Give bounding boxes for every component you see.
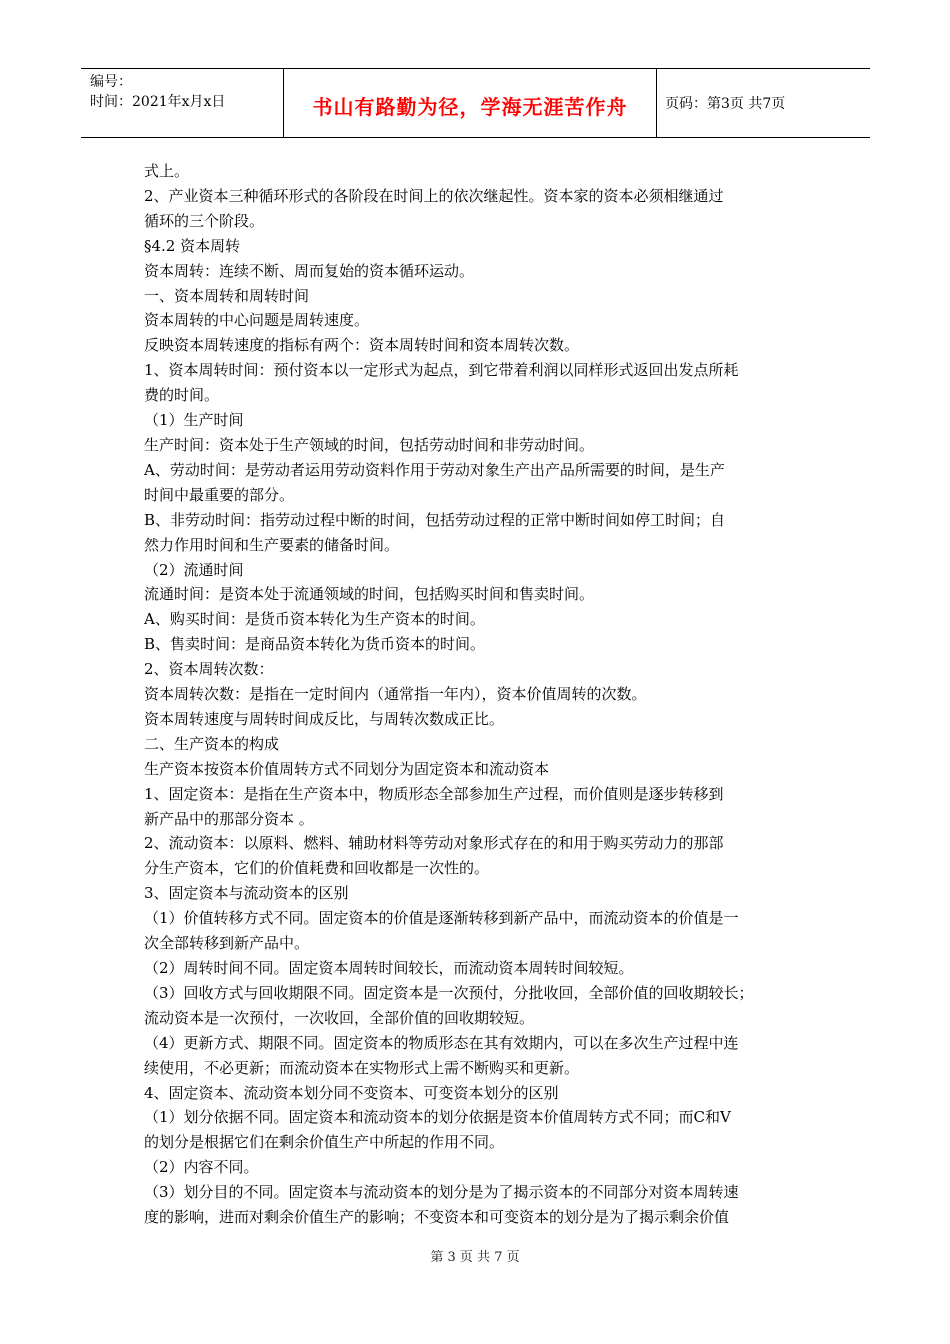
body-line: 式上。: [144, 162, 190, 180]
body-line: 反映资本周转速度的指标有两个：资本周转时间和资本周转次数。: [144, 336, 580, 355]
body-line: 循环的三个阶段。: [144, 211, 265, 230]
body-line: 2、资本周转次数：: [144, 660, 274, 679]
body-line: 资本周转速度与周转时间成反比，与周转次数成正比。: [144, 709, 505, 728]
body-line: 资本周转：连续不断、周而复始的资本循环运动。: [144, 261, 475, 280]
time-label: 时间：2021年x月x日: [90, 94, 226, 110]
body-line: 费的时间。: [144, 386, 220, 405]
body-line: A、购买时间：是货币资本转化为生产资本的时间。: [144, 610, 485, 629]
body-line: 的划分是根据它们在剩余价值生产中所起的作用不同。: [144, 1133, 505, 1152]
body-line: （2）流通时间: [144, 560, 244, 579]
body-line: §4.2 资本周转: [144, 236, 241, 255]
number-label: 编号：: [90, 74, 132, 90]
page-number-label: 页码：第3页 共7页: [665, 96, 786, 112]
body-line: 然力作用时间和生产要素的储备时间。: [144, 535, 400, 554]
body-line: 流动资本是一次预付，一次收回，全部价值的回收期较短。: [144, 1008, 535, 1027]
body-line: 时间中最重要的部分。: [144, 485, 295, 504]
body-line: 一、资本周转和周转时间: [144, 286, 310, 305]
body-line: 二、生产资本的构成: [144, 734, 280, 753]
body-line: （4）更新方式、期限不同。固定资本的物质形态在其有效期内，可以在多次生产过程中连: [144, 1033, 739, 1052]
body-line: 资本周转次数：是指在一定时间内（通常指一年内），资本价值周转的次数。: [144, 685, 647, 704]
body-line: 次全部转移到新产品中。: [144, 934, 310, 953]
body-line: 2、流动资本：以原料、燃料、辅助材料等劳动对象形式存在的和用于购买劳动力的那部: [144, 834, 724, 853]
body-line: 1、资本周转时间：预付资本以一定形式为起点，到它带着利润以同样形式返回出发点所耗: [144, 361, 739, 380]
body-line: 度的影响，进而对剩余价值生产的影响；不变资本和可变资本的划分是为了揭示剩余价值: [144, 1208, 730, 1227]
body-line: 生产时间：资本处于生产领域的时间，包括劳动时间和非劳动时间。: [144, 435, 595, 454]
body-line: （1）价值转移方式不同。固定资本的价值是逐渐转移到新产品中，而流动资本的价值是一: [144, 909, 739, 928]
body-line: 4、固定资本、流动资本划分同不变资本、可变资本划分的区别: [144, 1083, 559, 1102]
body-line: B、非劳动时间：指劳动过程中断的时间，包括劳动过程的正常中断时间如停工时间；自: [144, 510, 726, 529]
body-line: 流通时间：是资本处于流通领域的时间，包括购买时间和售卖时间。: [144, 585, 595, 604]
page-footer: 第 3 页 共 7 页: [430, 1250, 520, 1265]
header-motto-cell: [284, 69, 657, 137]
body-line: （2）周转时间不同。固定资本周转时间较长，而流动资本周转时间较短。: [144, 959, 634, 977]
page-header: [81, 68, 870, 138]
body-line: （3）回收方式与回收期限不同。固定资本是一次预付，分批收回，全部价值的回收期较长；: [144, 983, 754, 1002]
body-line: A、劳动时间：是劳动者运用劳动资料作用于劳动对象生产出产品所需要的时间，是生产: [144, 460, 725, 479]
body-line: 新产品中的那部分资本 。: [144, 809, 314, 828]
motto-text: 书山有路勤为径，学海无涯苦作舟: [312, 94, 628, 119]
body-line: 资本周转的中心问题是周转速度。: [144, 311, 370, 330]
body-line: 3、固定资本与流动资本的区别: [144, 884, 349, 903]
body-line: 1、固定资本：是指在生产资本中，物质形态全部参加生产过程，而价值则是逐步转移到: [144, 784, 724, 803]
body-line: （2）内容不同。: [144, 1158, 259, 1177]
body-line: （1）划分依据不同。固定资本和流动资本的划分依据是资本价值周转方式不同；而C和V: [144, 1108, 731, 1127]
body-line: 2、产业资本三种循环形式的各阶段在时间上的依次继起性。资本家的资本必须相继通过: [144, 186, 724, 205]
header-info-cell: [81, 69, 284, 137]
body-line: 生产资本按资本价值周转方式不同划分为固定资本和流动资本: [144, 759, 550, 778]
body-line: （3）划分目的不同。固定资本与流动资本的划分是为了揭示资本的不同部分对资本周转速: [144, 1183, 739, 1202]
header-page-cell: [657, 69, 870, 137]
body-line: （1）生产时间: [144, 411, 244, 430]
body-line: B、售卖时间：是商品资本转化为货币资本的时间。: [144, 635, 486, 654]
document-body: [144, 159, 814, 1230]
body-line: 续使用，不必更新；而流动资本在实物形式上需不断购买和更新。: [144, 1058, 580, 1077]
body-line: 分生产资本，它们的价值耗费和回收都是一次性的。: [144, 859, 490, 878]
